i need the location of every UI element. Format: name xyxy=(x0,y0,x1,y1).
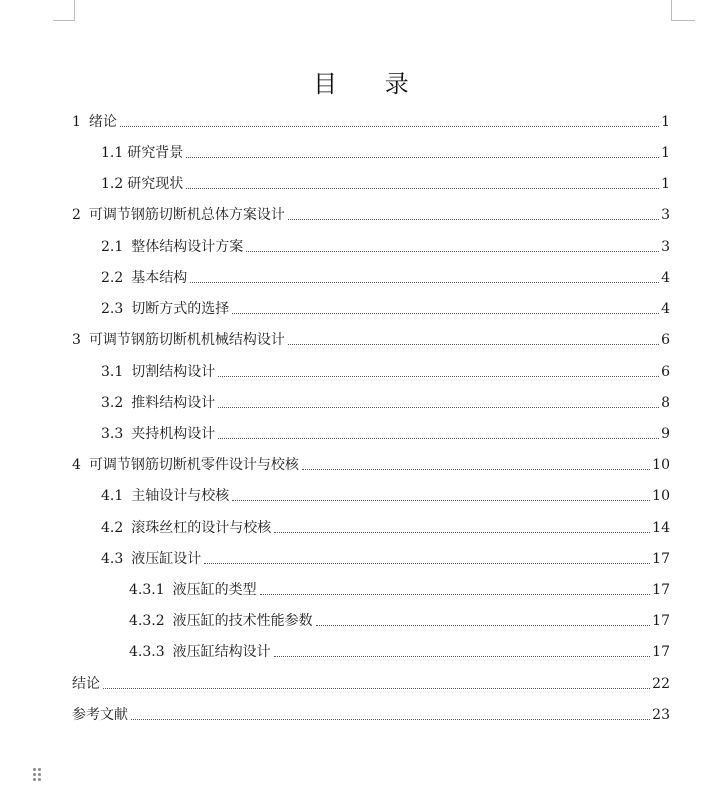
toc-entry-page-number: 17 xyxy=(652,644,670,660)
dot-leader xyxy=(103,688,650,689)
dot-leader xyxy=(120,126,659,127)
toc-entry[interactable] xyxy=(101,232,670,256)
toc-entry-number: 3.1 xyxy=(101,364,124,380)
toc-entry[interactable] xyxy=(72,450,670,474)
dot-leader xyxy=(131,719,650,720)
toc-entry-number: 2.3 xyxy=(101,301,124,317)
dot-leader xyxy=(274,532,650,533)
toc-entry-title: 推料结构设计 xyxy=(131,395,216,411)
dot-leader xyxy=(186,188,659,189)
toc-entry[interactable] xyxy=(101,294,670,318)
toc-entry[interactable] xyxy=(101,388,670,412)
toc-entry-page-number: 10 xyxy=(652,457,670,473)
toc-entry[interactable] xyxy=(129,575,670,599)
toc-entry-title: 滚珠丝杠的设计与校核 xyxy=(131,520,272,536)
toc-entry-title: 基本结构 xyxy=(131,270,188,286)
dot-leader xyxy=(204,563,650,564)
dot-leader xyxy=(232,313,659,314)
dot-leader xyxy=(246,251,659,252)
toc-entry[interactable] xyxy=(101,169,670,193)
toc-entry-number: 4 xyxy=(72,457,81,473)
dot-leader xyxy=(218,407,659,408)
toc-entry-title: 液压缸的技术性能参数 xyxy=(172,613,313,629)
toc-entry-page-number: 17 xyxy=(652,613,670,629)
dot-leader xyxy=(190,282,659,283)
page-corner-mark-top-right xyxy=(671,0,695,21)
toc-entry[interactable] xyxy=(72,700,670,724)
toc-entry-number: 3 xyxy=(72,332,81,348)
toc-entry-title: 主轴设计与校核 xyxy=(131,488,230,504)
toc-entry-title: 夹持机构设计 xyxy=(131,426,216,442)
toc-entry-number: 4.2 xyxy=(101,520,124,536)
toc-entry[interactable] xyxy=(101,544,670,568)
toc-entry-number: 4.3.2 xyxy=(129,613,165,629)
toc-entry-title: 绪论 xyxy=(88,114,117,130)
toc-entry-page-number: 14 xyxy=(652,520,670,536)
toc-entry-title: 可调节钢筋切断机零件设计与校核 xyxy=(88,457,299,473)
toc-entry-number: 1 xyxy=(72,114,81,130)
toc-entry-page-number: 17 xyxy=(652,582,670,598)
toc-entry-page-number: 1 xyxy=(661,114,670,130)
toc-entry-page-number: 17 xyxy=(652,551,670,567)
dot-leader xyxy=(302,469,650,470)
toc-entry[interactable] xyxy=(101,419,670,443)
toc-entry-page-number: 10 xyxy=(652,488,670,504)
toc-entry-page-number: 8 xyxy=(661,395,670,411)
dot-leader xyxy=(186,157,659,158)
toc-entry-title: 参考文献 xyxy=(72,707,128,723)
toc-entry-title: 液压缸结构设计 xyxy=(172,644,271,660)
toc-entry-number: 1.2 xyxy=(101,176,124,192)
toc-entry-page-number: 3 xyxy=(661,207,670,223)
toc-entry-page-number: 6 xyxy=(661,364,670,380)
dot-leader xyxy=(260,594,651,595)
toc-entry-page-number: 22 xyxy=(652,676,670,692)
toc-entry[interactable] xyxy=(101,138,670,162)
toc-entry-number: 2 xyxy=(72,207,81,223)
toc-entry-title: 结论 xyxy=(72,676,100,692)
toc-entry[interactable] xyxy=(129,606,670,630)
toc-title: 目 录 xyxy=(313,70,429,99)
toc-entry[interactable] xyxy=(72,325,670,349)
toc-entry-title: 研究背景 xyxy=(127,145,184,161)
toc-entry-page-number: 1 xyxy=(661,145,670,161)
toc-entry-page-number: 4 xyxy=(661,270,670,286)
toc-entry-page-number: 23 xyxy=(652,707,670,723)
toc-entry[interactable] xyxy=(101,357,670,381)
toc-entry-page-number: 1 xyxy=(661,176,670,192)
toc-entry[interactable] xyxy=(101,481,670,505)
dot-leader xyxy=(316,625,651,626)
drag-handle-icon[interactable] xyxy=(33,768,43,784)
toc-entry-number: 4.3 xyxy=(101,551,124,567)
toc-entry-title: 整体结构设计方案 xyxy=(131,239,244,255)
toc-entry-title: 液压缸设计 xyxy=(131,551,202,567)
toc-entry[interactable] xyxy=(72,669,670,693)
toc-entry-page-number: 9 xyxy=(661,426,670,442)
dot-leader xyxy=(288,344,659,345)
page-corner-mark-top-left xyxy=(53,0,75,21)
toc-entry-title: 切割结构设计 xyxy=(131,364,216,380)
toc-entry[interactable] xyxy=(72,200,670,224)
toc-entry-number: 3.2 xyxy=(101,395,124,411)
toc-entry-title: 切断方式的选择 xyxy=(131,301,230,317)
dot-leader xyxy=(218,438,659,439)
toc-entry[interactable] xyxy=(101,513,670,537)
dot-leader xyxy=(274,656,651,657)
toc-entry-number: 4.1 xyxy=(101,488,124,504)
toc-entry-number: 2.2 xyxy=(101,270,124,286)
toc-entry-page-number: 4 xyxy=(661,301,670,317)
toc-entry-number: 3.3 xyxy=(101,426,124,442)
dot-leader xyxy=(288,219,659,220)
toc-entry-number: 4.3.1 xyxy=(129,582,165,598)
toc-entry[interactable] xyxy=(129,637,670,661)
toc-entry-number: 2.1 xyxy=(101,239,124,255)
toc-entry-number: 1.1 xyxy=(101,145,124,161)
dot-leader xyxy=(232,500,650,501)
toc-entry-page-number: 6 xyxy=(661,332,670,348)
dot-leader xyxy=(218,376,659,377)
toc-entry-page-number: 3 xyxy=(661,239,670,255)
toc-entry-number: 4.3.3 xyxy=(129,644,165,660)
toc-entry[interactable] xyxy=(101,263,670,287)
toc-entry-title: 液压缸的类型 xyxy=(172,582,257,598)
toc-entry[interactable] xyxy=(72,107,670,131)
toc-entry-title: 可调节钢筋切断机机械结构设计 xyxy=(88,332,285,348)
toc-entry-title: 研究现状 xyxy=(127,176,184,192)
toc-entry-title: 可调节钢筋切断机总体方案设计 xyxy=(88,207,285,223)
